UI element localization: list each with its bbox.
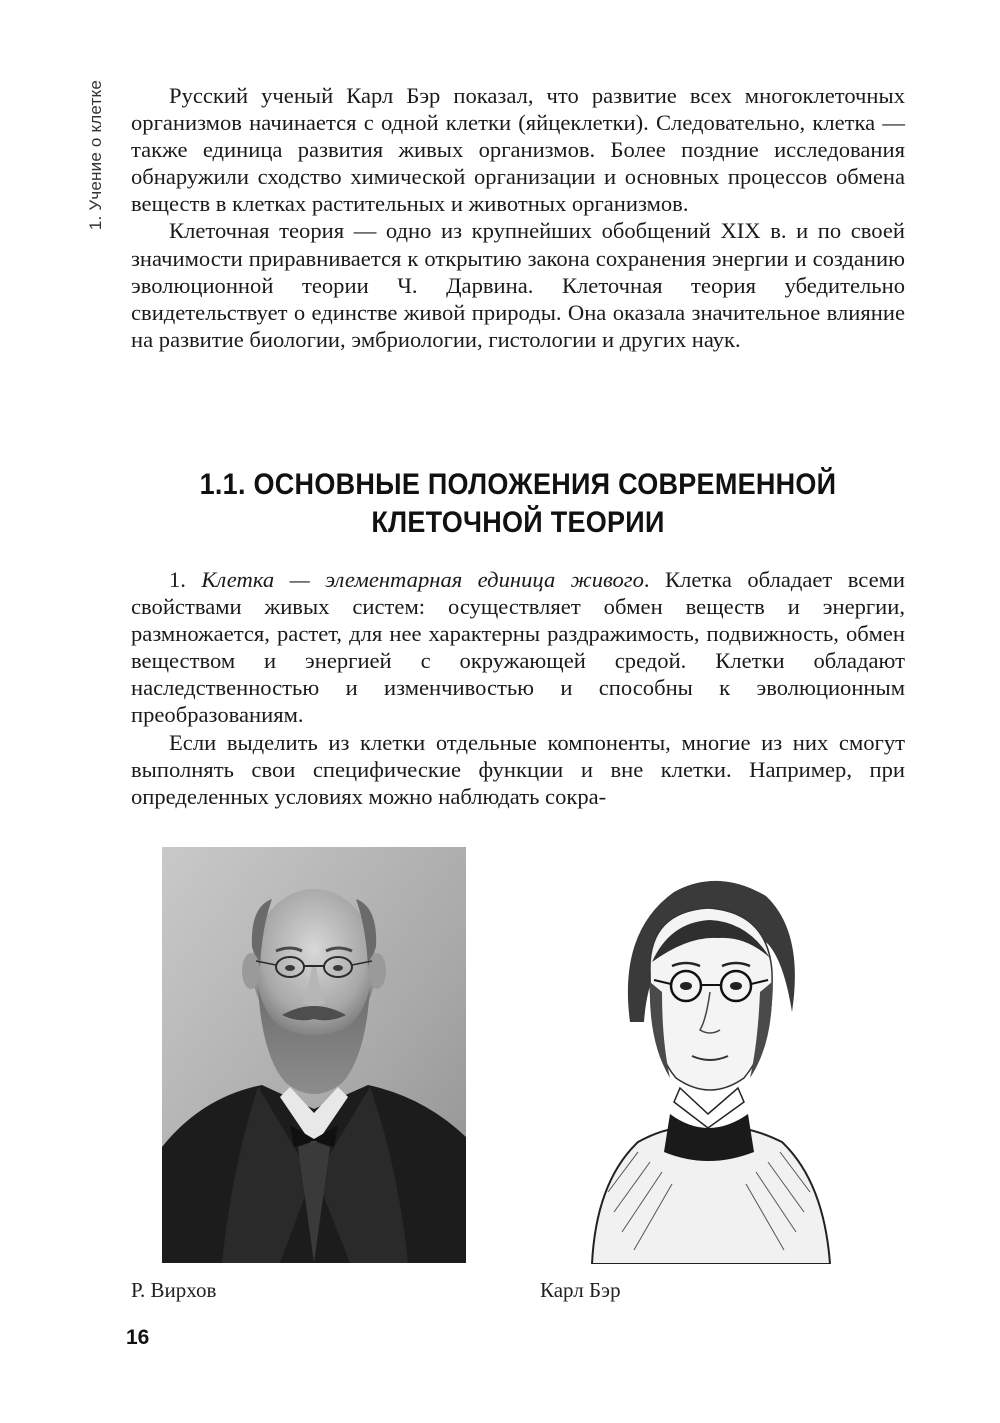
section-paragraph-3: Если выделить из клетки отдельные компоненты, многие из них смогут выполнять свои специфические функции и вне клетки. Например, при определенных условиях можно наблюдать сокра- bbox=[131, 729, 905, 809]
item-1-text: . Клетка обладает всеми свойствами живых систем: осуществляет обмен веществ и энергии, размножается, растет, для нее характерны раздражимость, подвижность, обмен веществом и энергией с окружающей средой. Клетки обладают наследственностью и изменчивостью и способны к эволюционным преобразованиям. bbox=[131, 567, 905, 728]
intro-paragraph-2: Клеточная теория — одно из крупнейших обобщений XIX в. и по своей значимости приравнивается к открытию закона сохранения энергии и созданию эволюционной теории Ч. Дарвина. Клеточная теория убедительно свидетельствует о единстве живой природы. Она оказала значительное влияние на развитие биологии, эмбриологии, гистологии и других наук. bbox=[131, 218, 905, 352]
section-item-1 bbox=[131, 566, 905, 729]
caption-baer: Карл Бэр bbox=[540, 1278, 621, 1302]
chapter-side-label bbox=[80, 80, 120, 280]
section-text bbox=[131, 566, 905, 810]
section-heading-line-1: 1.1. ОСНОВНЫЕ ПОЛОЖЕНИЯ СОВРЕМЕННОЙ bbox=[199, 468, 837, 501]
item-1-number: 1. bbox=[169, 567, 186, 592]
caption-virchow: Р. Вирхов bbox=[131, 1278, 217, 1302]
page-number: 16 bbox=[126, 1326, 150, 1349]
intro-paragraph-1: Русский ученый Карл Бэр показал, что развитие всех многоклеточных организмов начинается с одной клетки (яйцеклетки). Следовательно, клетка — также единица развития живых организмов. Более поздние исследования обнаружили сходство химической организации и основных процессов обмена веществ в клетках растительных и животных организмов. bbox=[131, 83, 905, 217]
virchow-portrait-photo bbox=[162, 847, 466, 1263]
chapter-label-text: 1. Учение о клетке bbox=[86, 80, 105, 231]
item-1-emphasis: Клетка — элементарная единица живого bbox=[201, 567, 644, 592]
section-heading bbox=[170, 466, 867, 542]
intro-text bbox=[131, 82, 905, 353]
baer-portrait-engraving bbox=[578, 852, 840, 1264]
section-heading-line-2: КЛЕТОЧНОЙ ТЕОРИИ bbox=[371, 506, 665, 539]
